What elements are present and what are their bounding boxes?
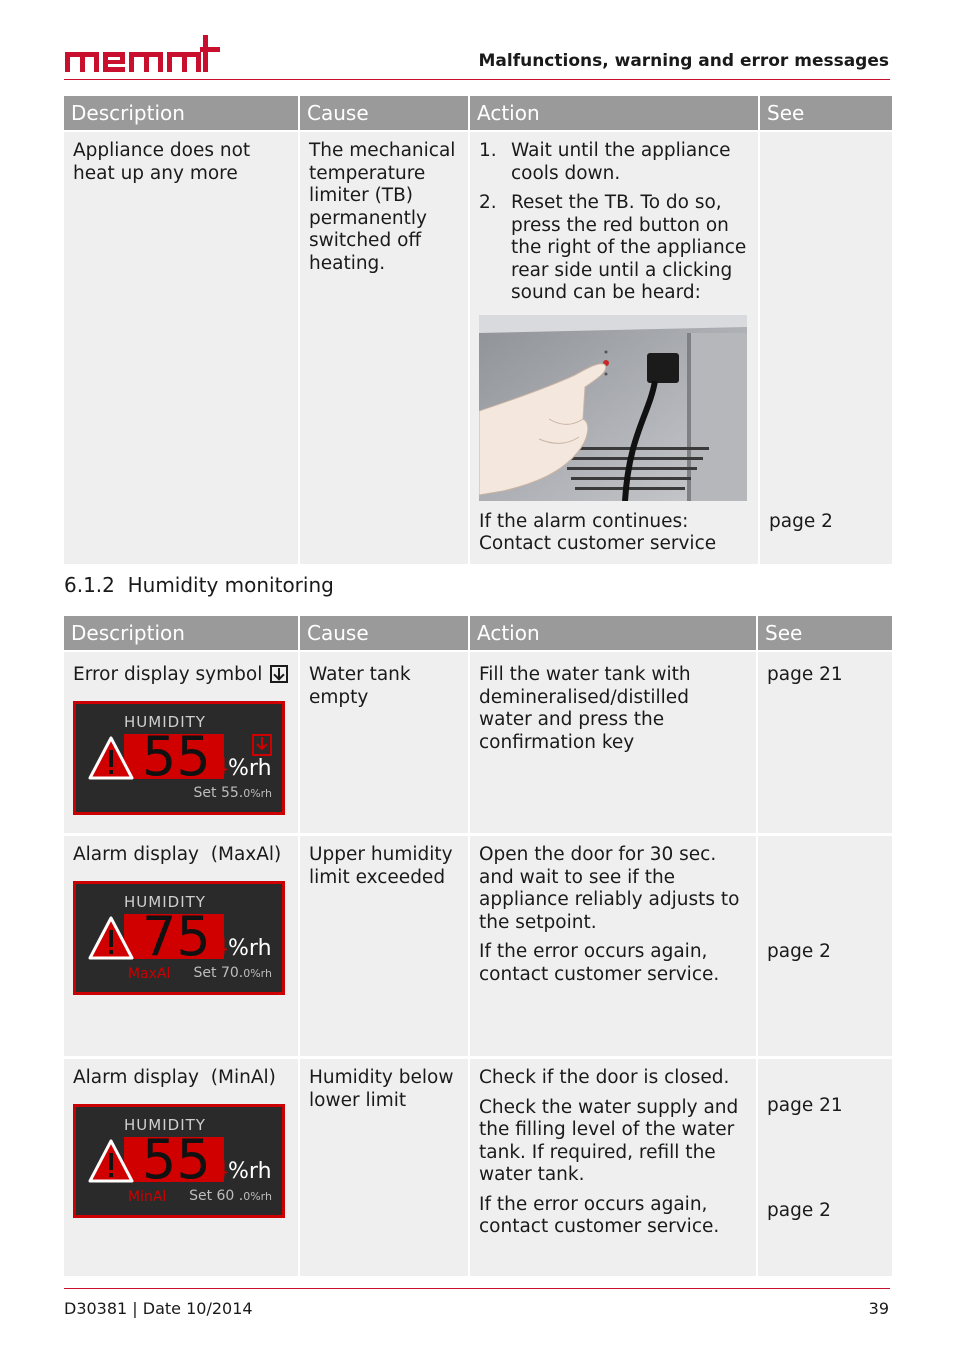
setpoint-readout: Set 60 .0%rh [189,1188,272,1204]
table-row [64,1059,892,1276]
humidity-display: HUMIDITY 55 .4 %rh Set 55.0%rh [73,701,285,815]
col-header-description: Description [64,96,298,132]
see-link[interactable]: page 2 [767,941,831,962]
memmert-logo [63,30,223,74]
cell-cause: Water tank empty [300,652,468,836]
cell-action [470,132,758,564]
page-header-title: Malfunctions, warning and error messages [478,51,889,71]
cell-action: Fill the water tank with demineralised/distilled water and press the confirmation key [470,652,756,836]
cell-description: Alarm display (MaxAl) HUMIDITY 75 .4 %rh MaxAl Set 70.0%rh [64,836,298,1059]
col-header-action: Action [470,96,758,132]
table-row [64,652,892,836]
col-header-cause: Cause [300,96,468,132]
cell-see [758,1059,892,1276]
cell-see [758,836,892,1059]
humidity-display: HUMIDITY 75 .4 %rh MaxAl Set 70.0%rh [73,881,285,995]
warning-triangle-icon [88,1137,134,1187]
col-header-see: See [758,616,892,652]
col-header-description: Description [64,616,298,652]
cell-description: Appliance does not heat up any more [64,132,298,564]
see-link[interactable]: page 21 [767,1095,843,1116]
water-tank-empty-icon [270,665,288,683]
cell-see [760,132,892,564]
cell-action: Open the door for 30 sec. and wait to see if the appliance reliably adjusts to the setpoint. If the error occurs again, contact customer service. [470,836,756,1059]
warning-triangle-icon [88,914,134,964]
humidity-value: 75 [142,904,211,968]
col-header-cause: Cause [300,616,468,652]
humidity-display: HUMIDITY 55 .4 %rh MinAl Set 60 .0%rh [73,1104,285,1218]
footer-rule [64,1288,890,1289]
warning-triangle-icon [88,734,134,784]
alarm-label: MaxAl [128,966,171,982]
water-tank-empty-icon [252,734,272,756]
alarm-label: MinAl [128,1189,167,1205]
action-note: If the alarm continues: Contact customer service [479,510,717,554]
setpoint-readout: Set 55.0%rh [193,785,272,801]
cell-cause: Humidity below lower limit [300,1059,468,1276]
cell-description: Alarm display (MinAl) HUMIDITY 55 .4 %rh MinAl Set 60 .0%rh [64,1059,298,1276]
setpoint-readout: Set 70.0%rh [193,965,272,981]
col-header-action: Action [470,616,756,652]
humidity-value: 55 [142,724,211,788]
humidity-monitoring-table [62,616,894,1276]
see-link[interactable]: page 2 [767,1199,831,1221]
malfunction-table-heating [62,96,894,564]
humidity-value: 55 [142,1127,211,1191]
action-step: 2. Reset the TB. To do so, press the red button on the right of the appliance rear side until a clicking sound can be heard: [479,192,747,303]
see-link[interactable]: page 21 [767,664,843,685]
cell-action: Check if the door is closed. Check the water supply and the filling level of the water tank. If required, refill the water tank. If the error occurs again, contact customer service. [470,1059,756,1276]
header-rule [64,79,890,80]
section-heading: 6.1.2 Humidity monitoring [64,573,334,597]
col-header-see: See [760,96,892,132]
table-row [64,836,892,1059]
tb-reset-photo [479,315,747,501]
footer-doc-info: D30381 | Date 10/2014 [64,1299,253,1318]
action-step: 1. Wait until the appliance cools down. [479,140,731,184]
cell-see [758,652,892,836]
cell-description: Error display symbol HUMIDITY 55 .4 %rh Set 55.0%rh [64,652,298,836]
table-row [64,132,892,564]
page-number: 39 [868,1299,889,1318]
cell-cause: The mechanical temperature limiter (TB) permanently switched off heating. [300,132,468,564]
see-link[interactable]: page 2 [769,511,833,532]
cell-cause: Upper humidity limit exceeded [300,836,468,1059]
